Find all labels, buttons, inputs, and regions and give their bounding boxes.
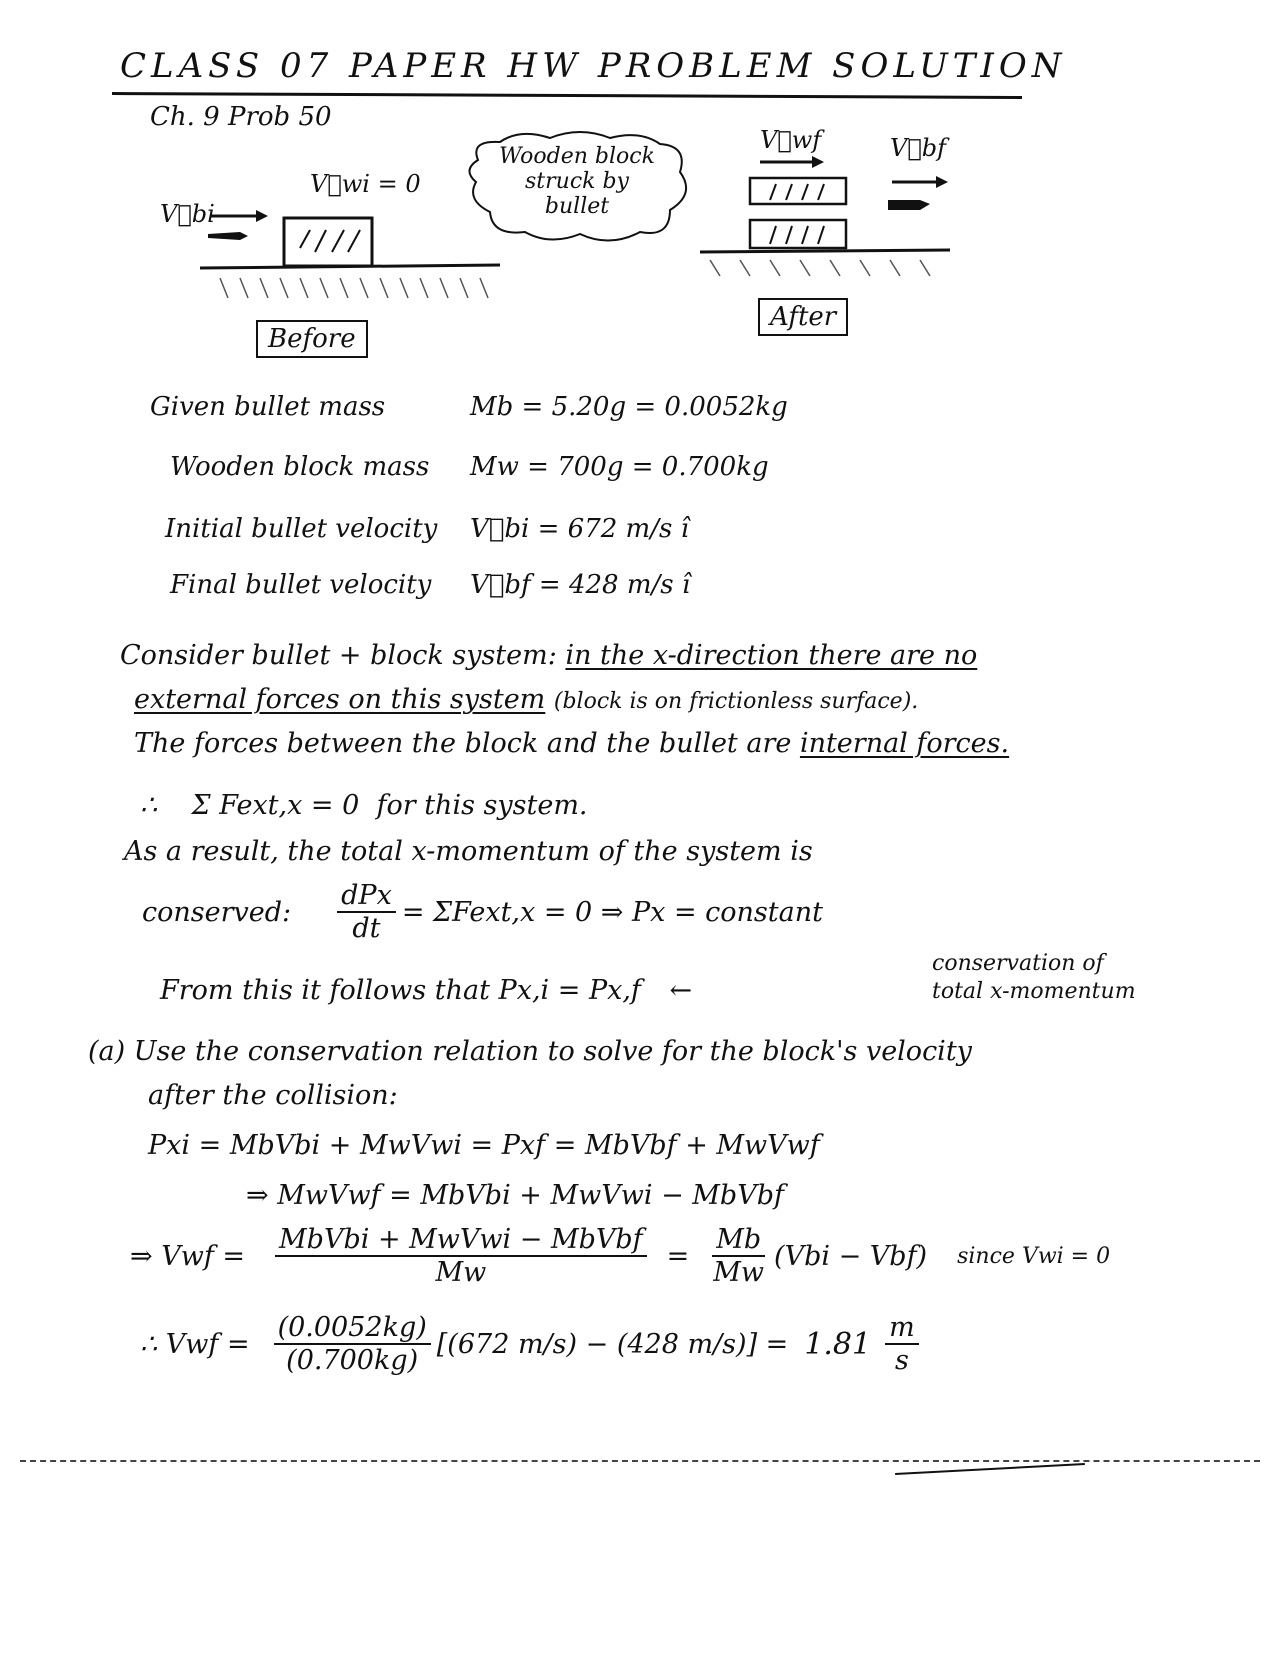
given-row: Wooden block mass Mw = 700g = 0.700kg [170, 452, 769, 482]
pen-stroke [895, 1463, 1085, 1475]
given-row: Initial bullet velocity V⃗bi = 672 m/s î [165, 514, 689, 544]
part-a-line-2: after the collision: [148, 1080, 398, 1111]
after-scene [700, 156, 950, 276]
title-underline [112, 92, 1022, 99]
final-answer: 1.81 [804, 1326, 872, 1362]
momentum-derivative-line: conserved: $\frac{\text{dPx}}{dt}$ = ΣFext,x = 0 ⇒ Px = constant [142, 880, 823, 944]
wooden-block-before [284, 218, 372, 266]
problem-reference: Ch. 9 Prob 50 [150, 102, 332, 132]
consider-line-2: external forces on this system (block is on frictionless surface). [134, 684, 919, 715]
rearranged-equation: ⇒ MwVwf = MbVbi + MwVwi − MbVbf [246, 1180, 784, 1211]
momentum-equation: Pxi = MbVbi + MwVwi = Pxf = MbVbf + MwVwf [148, 1130, 820, 1161]
before-label: Before [256, 320, 368, 358]
given-row: Given bullet mass Mb = 5.20g = 0.0052kg [150, 392, 788, 422]
solution-equation: ⇒ Vwf = $\frac{\text{MbVbi + MwVwi − MbVbf}}{Mw}$ = $\frac{Mb}{Mw}$ (Vbi − Vbf) since Vwi = 0 [130, 1224, 1111, 1288]
page-title: CLASS 07 PAPER HW PROBLEM SOLUTION [120, 46, 1067, 86]
block-final-velocity-label: V⃗wf [760, 126, 822, 154]
before-scene [200, 210, 500, 298]
numerical-result: ∴ Vwf = $\frac{(0.0052kg)}{(0.700kg)}$ [(672 m/s) − (428 m/s)] = 1.81 $\frac{m}{s}$ [140, 1312, 925, 1376]
bullet-final-velocity-label: V⃗bf [890, 134, 946, 162]
conservation-note: conservation of total x-momentum [932, 951, 1136, 1004]
consider-line-1: Consider bullet + block system: in the x-direction there are no [120, 640, 978, 671]
bullet-before-icon [208, 232, 248, 240]
follows-line: From this it follows that Px,i = Px,f ← [160, 975, 693, 1006]
consider-line-3: The forces between the block and the bullet are internal forces. [134, 728, 1010, 759]
part-a-line-1: (a) Use the conservation relation to solve for the block's velocity [88, 1036, 972, 1067]
block-initial-velocity-label: V⃗wi = 0 [310, 170, 421, 198]
result-line: As a result, the total x-momentum of the system is [124, 836, 813, 867]
page-divider [20, 1460, 1260, 1462]
given-row: Final bullet velocity V⃗bf = 428 m/s î [170, 570, 691, 600]
net-external-force-line: ∴ Σ Fext,x = 0 for this system. [140, 790, 588, 821]
wooden-block-after-top [750, 178, 846, 204]
bullet-after-icon [888, 200, 930, 210]
bubble-text: Wooden block struck by bullet [499, 144, 655, 219]
bullet-initial-velocity-label: V⃗bi [160, 200, 215, 228]
wooden-block-after [750, 220, 846, 248]
after-label: After [758, 298, 848, 336]
